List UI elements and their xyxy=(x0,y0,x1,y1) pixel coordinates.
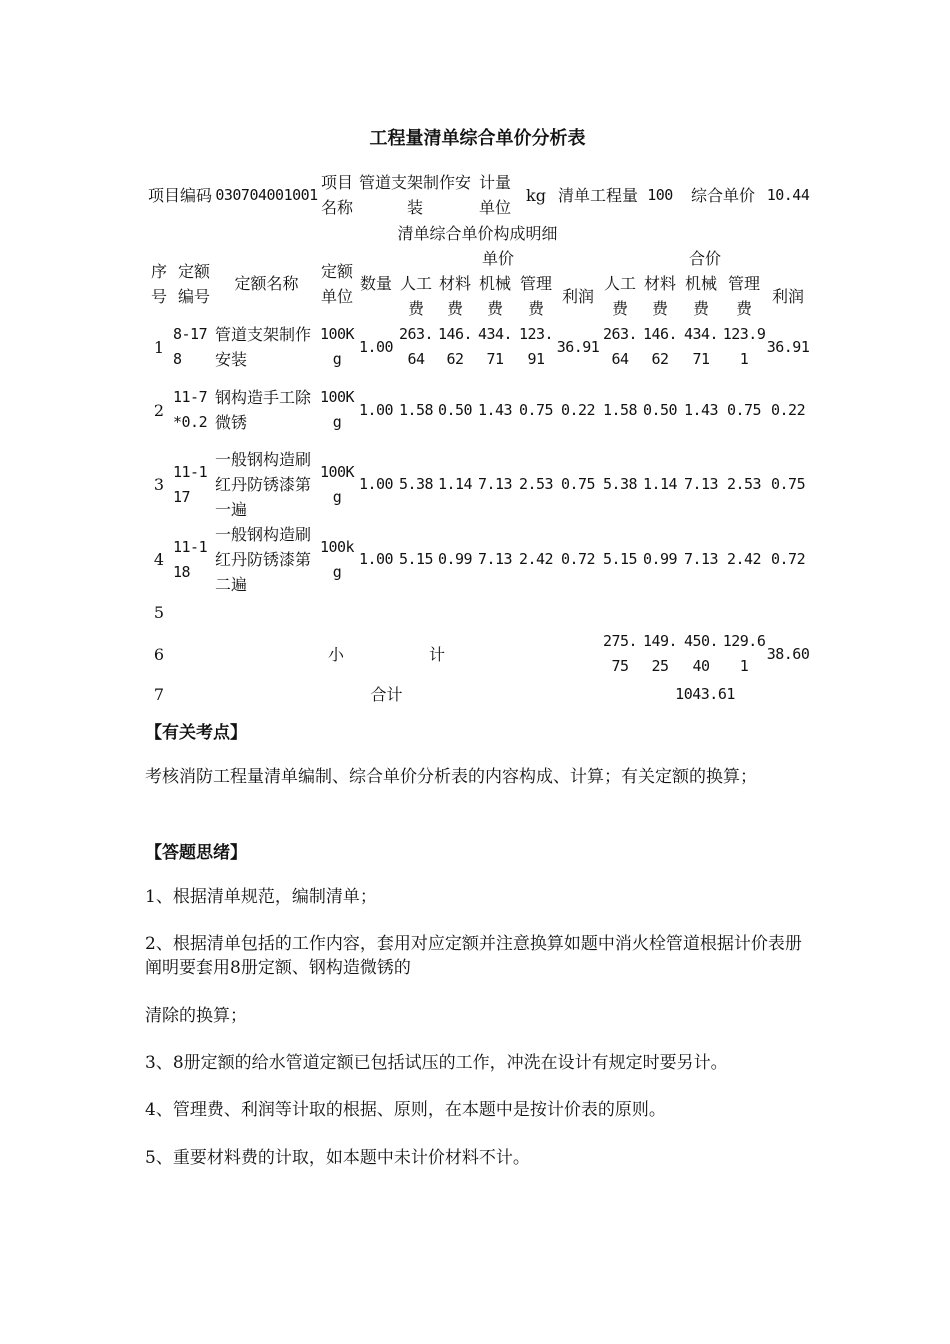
quantity-value: 100 xyxy=(647,185,673,204)
project-name-value: 管道支架制作安装 xyxy=(359,173,472,217)
col-unit-labor: 人工费 xyxy=(400,274,433,318)
row-seq: 1 xyxy=(153,337,165,357)
row-total-labor: 5.15 xyxy=(602,550,638,568)
group-header-row xyxy=(145,246,810,271)
project-code-value: 030704001001 xyxy=(215,185,318,204)
row-total-manage: 123.91 xyxy=(722,325,766,368)
step-5: 5、重要材料费的计取，如本题中未计价材料不计。 xyxy=(145,1148,530,1168)
row-total-profit: 36.91 xyxy=(766,337,810,356)
composite-price-value: 10.44 xyxy=(766,185,810,204)
row-unit-labor: 1.58 xyxy=(398,400,434,419)
row-code: 11-118 xyxy=(173,537,208,581)
row-code: 8-178 xyxy=(173,325,208,368)
row-total-labor: 263.64 xyxy=(602,325,638,368)
row-seq: 5 xyxy=(153,602,165,622)
row-seq: 4 xyxy=(153,550,165,569)
table-row xyxy=(145,321,810,373)
row-seq: 7 xyxy=(153,684,165,704)
row-unit: 100Kg xyxy=(319,388,355,431)
unit-price-analysis-table xyxy=(145,170,810,707)
key-points-text: 考核消防工程量清单编制、综合单价分析表的内容构成、计算；有关定额的换算； xyxy=(145,767,757,787)
row-total-manage: 2.42 xyxy=(726,550,762,568)
row-unit-labor: 263.64 xyxy=(398,325,434,368)
row-qty: 1.00 xyxy=(358,550,394,568)
table-row xyxy=(145,447,810,522)
row-unit-machine: 434.71 xyxy=(477,325,513,368)
unit-value: kg xyxy=(526,185,546,205)
col-quota-code: 定额编号 xyxy=(178,261,211,306)
step-4: 4、管理费、利润等计取的根据、原则，在本题中是按计价表的原则。 xyxy=(145,1100,666,1120)
row-name: 一般钢构造刷红丹防锈漆第一遍 xyxy=(215,450,312,519)
row-qty: 1.00 xyxy=(358,475,394,493)
approach-heading: 【答题思绪】 xyxy=(145,843,247,863)
row-seq: 6 xyxy=(153,644,165,664)
row-unit: 100Kg xyxy=(319,462,355,506)
col-unit-material: 材料费 xyxy=(439,274,472,318)
row-total-profit: 0.22 xyxy=(770,400,806,419)
project-code-label: 项目编码 xyxy=(148,185,213,205)
row-seq: 3 xyxy=(153,475,165,494)
row-unit-manage: 0.75 xyxy=(518,400,554,419)
composite-price-label: 综合单价 xyxy=(691,185,756,205)
col-total-profit: 利润 xyxy=(772,286,805,306)
project-name-label: 项目名称 xyxy=(321,173,354,217)
row-unit: 100kg xyxy=(319,537,355,581)
row-total-labor: 5.38 xyxy=(602,475,638,493)
table-row-empty xyxy=(145,597,810,627)
total-label: 合计 xyxy=(370,684,403,704)
row-total-machine: 1.43 xyxy=(683,400,719,419)
row-unit-material: 146.62 xyxy=(437,325,473,368)
row-qty: 1.00 xyxy=(358,337,394,356)
subtotal-profit: 38.60 xyxy=(766,644,810,663)
total-value: 1043.61 xyxy=(675,684,735,703)
col-unit-manage: 管理费 xyxy=(520,274,553,318)
row-unit-labor: 5.38 xyxy=(398,475,434,493)
row-unit-machine: 1.43 xyxy=(477,400,513,419)
subtotal-manage: 129.61 xyxy=(722,632,766,675)
subtotal-machine: 450.40 xyxy=(683,632,719,675)
subtotal-label-a: 小 xyxy=(327,644,344,664)
row-unit-labor: 5.15 xyxy=(398,550,434,568)
col-quota-name: 定额名称 xyxy=(234,274,299,293)
row-total-machine: 7.13 xyxy=(683,550,719,568)
row-total-material: 1.14 xyxy=(642,475,678,493)
row-name: 钢构造手工除微锈 xyxy=(215,388,312,432)
row-unit-material: 1.14 xyxy=(437,475,473,493)
col-unit-machine: 机械费 xyxy=(479,274,512,318)
group-total-price: 合价 xyxy=(689,249,722,268)
row-unit-machine: 7.13 xyxy=(477,550,513,568)
row-unit-machine: 7.13 xyxy=(477,475,513,493)
row-unit: 100Kg xyxy=(319,325,355,368)
row-total-machine: 7.13 xyxy=(683,475,719,493)
col-seq: 序号 xyxy=(150,261,167,306)
detail-title: 清单综合单价构成明细 xyxy=(397,223,558,243)
col-total-machine: 机械费 xyxy=(685,274,718,318)
row-total-labor: 1.58 xyxy=(602,400,638,419)
step-2-continued: 清除的换算； xyxy=(145,1006,247,1026)
subtotal-row xyxy=(145,627,810,681)
col-total-manage: 管理费 xyxy=(728,274,761,318)
row-unit-manage: 2.53 xyxy=(518,475,554,493)
col-quantity: 数量 xyxy=(360,274,393,293)
row-total-machine: 434.71 xyxy=(683,325,719,368)
row-name: 管道支架制作安装 xyxy=(215,325,312,369)
row-unit-manage: 2.42 xyxy=(518,550,554,568)
row-unit-material: 0.50 xyxy=(437,400,473,419)
group-unit-price: 单价 xyxy=(482,249,515,268)
row-code: 11-7*0.2 xyxy=(173,388,208,431)
col-quota-unit: 定额单位 xyxy=(321,261,354,306)
step-1: 1、根据清单规范，编制清单； xyxy=(145,887,377,907)
row-total-material: 146.62 xyxy=(642,325,678,368)
table-row xyxy=(145,522,810,597)
row-code: 11-117 xyxy=(173,462,208,506)
row-total-manage: 2.53 xyxy=(726,475,762,493)
col-total-material: 材料费 xyxy=(644,274,677,318)
row-seq: 2 xyxy=(153,400,165,420)
row-name: 一般钢构造刷红丹防锈漆第二遍 xyxy=(215,525,312,594)
subtotal-material: 149.25 xyxy=(642,632,678,675)
row-unit-profit: 0.75 xyxy=(560,475,596,493)
detail-title-row xyxy=(145,220,810,246)
row-unit-material: 0.99 xyxy=(437,550,473,568)
row-total-material: 0.50 xyxy=(642,400,678,419)
row-unit-profit: 36.91 xyxy=(556,337,600,356)
page-title: 工程量清单综合单价分析表 xyxy=(369,128,586,149)
table-row xyxy=(145,373,810,447)
row-total-profit: 0.75 xyxy=(770,475,806,493)
row-total-profit: 0.72 xyxy=(770,550,806,568)
quantity-label: 清单工程量 xyxy=(558,185,639,205)
row-unit-profit: 0.72 xyxy=(560,550,596,568)
subtotal-label-b: 计 xyxy=(429,644,446,664)
key-points-heading: 【有关考点】 xyxy=(145,723,247,743)
row-total-manage: 0.75 xyxy=(726,400,762,419)
unit-label: 计量单位 xyxy=(479,173,512,217)
row-unit-profit: 0.22 xyxy=(560,400,596,419)
col-unit-profit: 利润 xyxy=(562,286,595,306)
step-2: 2、根据清单包括的工作内容，套用对应定额并注意换算如题中消火栓管道根据计价表册阐明要套用8册定额、钢构造微锈的 xyxy=(145,934,802,978)
step-3: 3、8册定额的给水管道定额已包括试压的工作，冲洗在设计有规定时要另计。 xyxy=(145,1053,728,1073)
row-qty: 1.00 xyxy=(358,400,394,419)
subtotal-label xyxy=(173,627,600,681)
header-row xyxy=(145,170,810,220)
col-total-labor: 人工费 xyxy=(604,274,637,318)
row-total-material: 0.99 xyxy=(642,550,678,568)
row-unit-manage: 123.91 xyxy=(518,325,554,368)
subtotal-labor: 275.75 xyxy=(602,632,638,675)
total-row xyxy=(145,681,810,707)
